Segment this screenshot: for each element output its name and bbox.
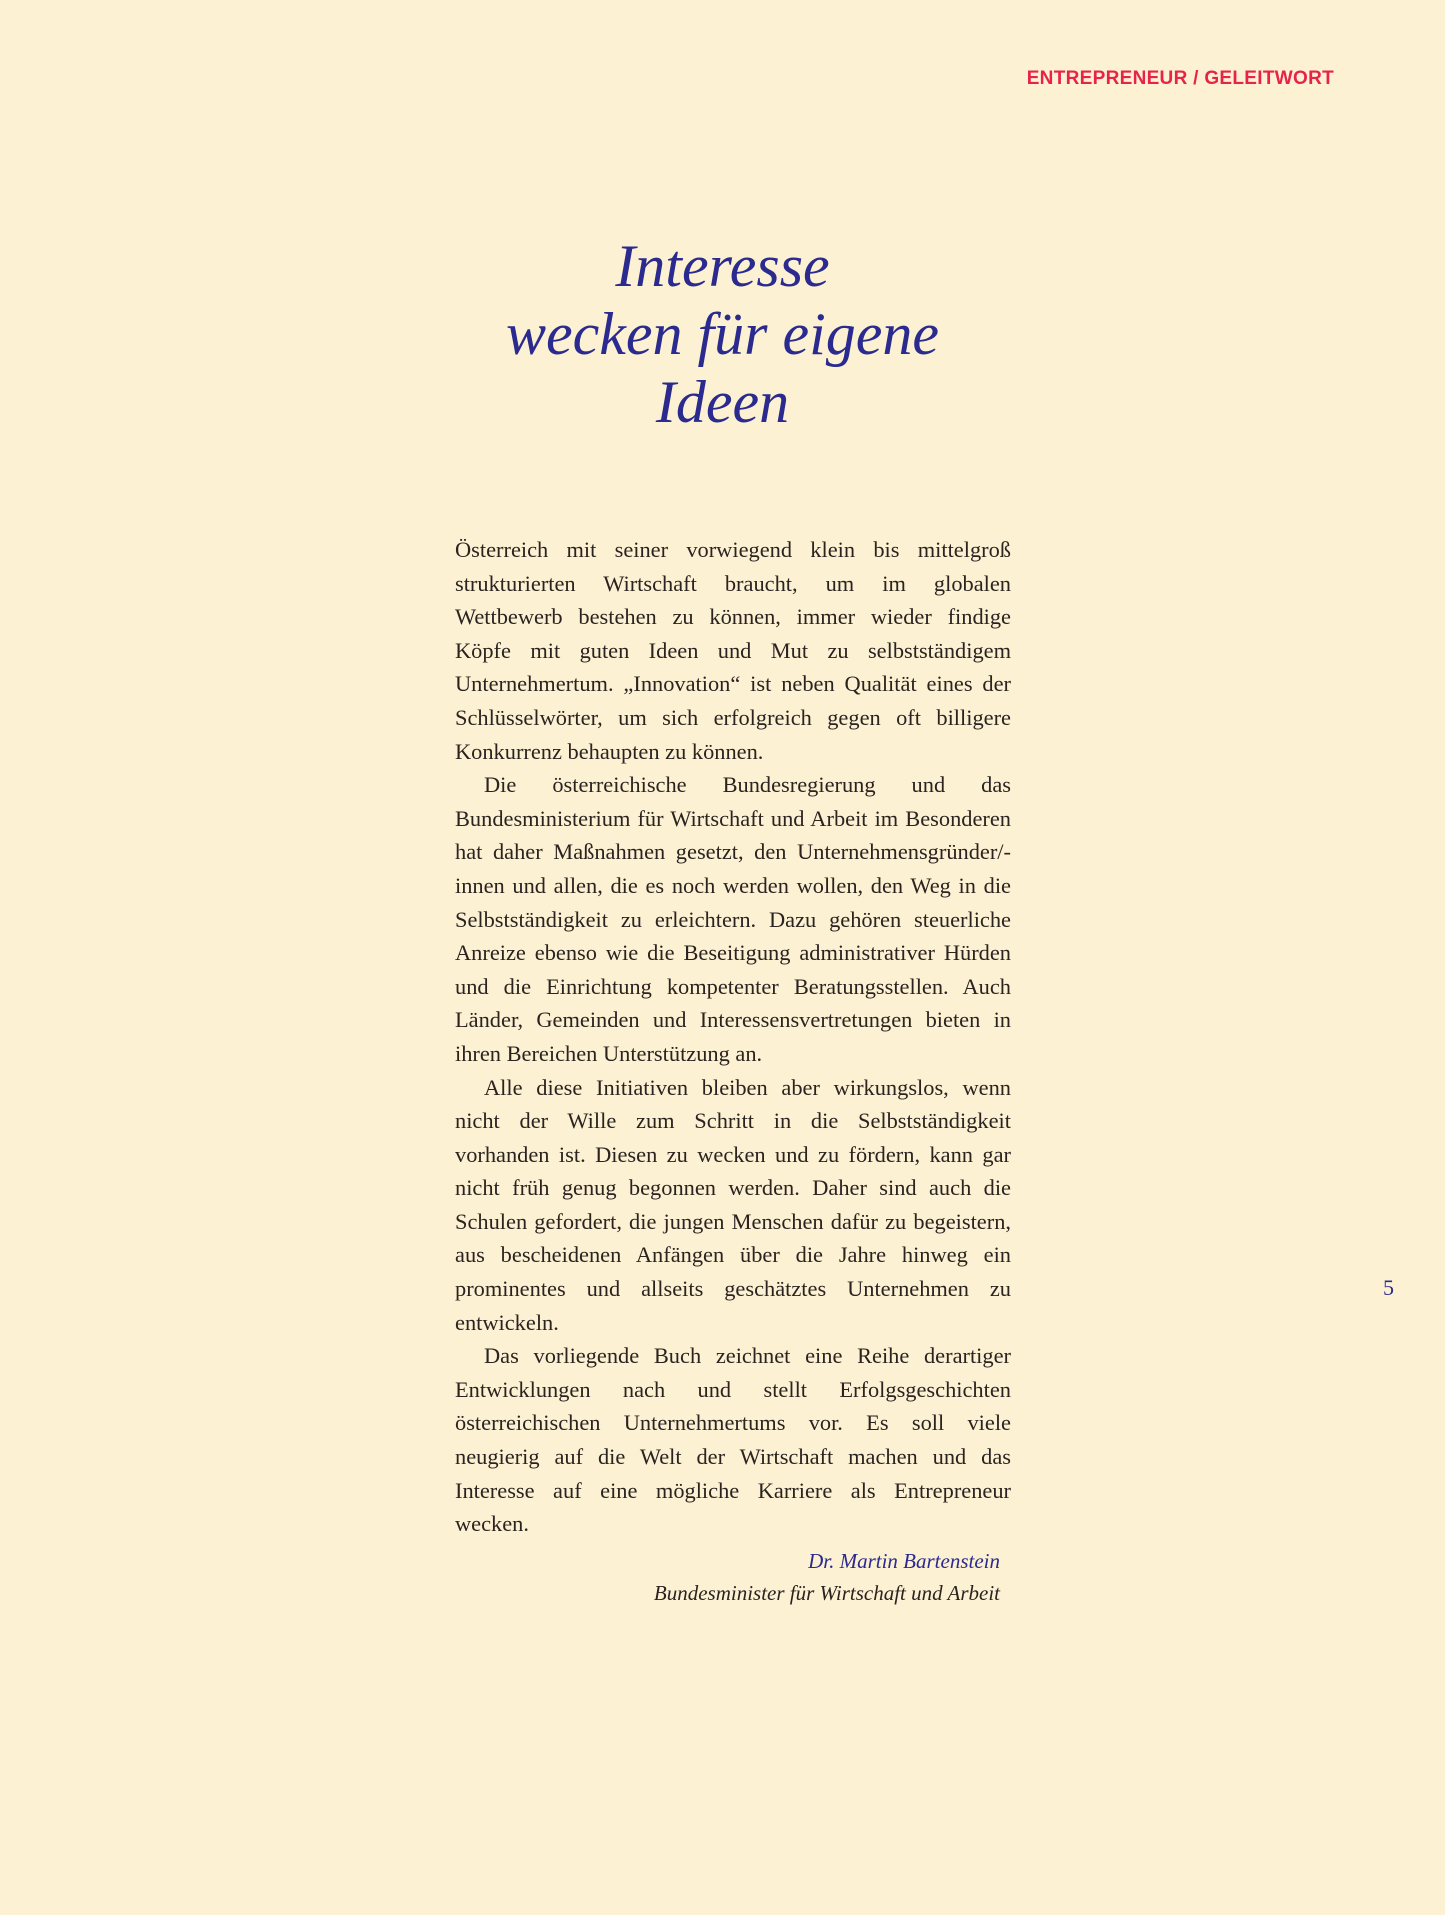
signature xyxy=(455,1545,1000,1609)
title-line-1: Interesse xyxy=(615,233,830,299)
signature-name: Dr. Martin Bartenstein xyxy=(808,1549,1000,1573)
section-label: ENTREPRENEUR / GELEITWORT xyxy=(1026,68,1334,89)
signature-role: Bundesminister für Wirtschaft und Arbeit xyxy=(653,1581,1000,1605)
title-line-2: wecken für eigene xyxy=(505,301,940,367)
body-paragraph-1: Österreich mit seiner vorwiegend klein bis mittelgroß strukturierten Wirtschaft braucht, um im globalen Wettbewerb bestehen zu können, immer wieder findige Köpfe mit guten Ideen und Mut zu selbstständigem Unternehmertum. „Innovation“ ist neben Qualität eines der Schlüsselwörter, um sich erfolgreich gegen oft billigere Konkurrenz behaupten zu können. xyxy=(455,537,1011,764)
body-paragraph-3: Alle diese Initiativen bleiben aber wirkungslos, wenn nicht der Wille zum Schritt in die Selbstständigkeit vorhanden ist. Diesen zu wecken und zu fördern, kann gar nicht früh genug begonnen werden. Daher sind auch die Schulen gefordert, die jungen Menschen dafür zu begeistern, aus bescheidenen Anfängen über die Jahre hinweg ein prominentes und allseits geschätztes Unternehmen zu entwickeln. xyxy=(455,1074,1011,1335)
body-text xyxy=(455,533,1011,1541)
page-number: 5 xyxy=(1383,1275,1394,1300)
body-paragraph-2: Die österreichische Bundesregierung und das Bundesministerium für Wirtschaft und Arbeit im Besonderen hat daher Maßnahmen gesetzt, den Unternehmensgründer/-innen und allen, die es noch werden wollen, den Weg in die Selbstständigkeit zu erleichtern. Dazu gehören steuerliche Anreize ebenso wie die Beseitigung administrativer Hürden und die Einrichtung kompetenter Beratungsstellen. Auch Länder, Gemeinden und Interessensvertretungen bieten in ihren Bereichen Unterstützung an. xyxy=(455,772,1011,1066)
page-title xyxy=(0,232,1445,436)
title-line-3: Ideen xyxy=(655,369,790,435)
body-paragraph-4: Das vorliegende Buch zeichnet eine Reihe derartiger Entwicklungen nach und stellt Erfolgsgeschichten österreichischen Unternehmertums vor. Es soll viele neugierig auf die Welt der Wirtschaft machen und das Interesse auf eine mögliche Karriere als Entrepreneur wecken. xyxy=(455,1343,1011,1537)
